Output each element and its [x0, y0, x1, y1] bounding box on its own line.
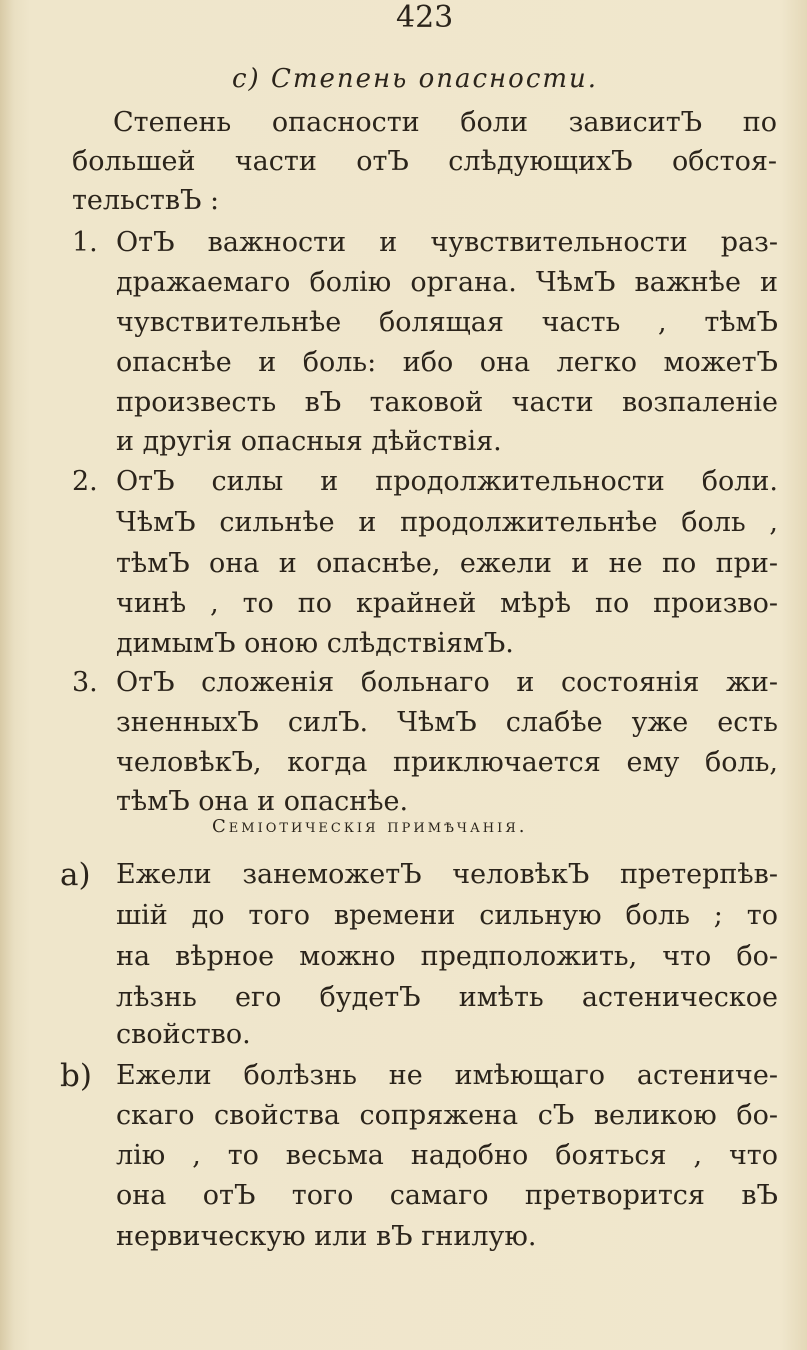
intro-line: большей части отЪ слѣдующихЪ обстоя- — [72, 146, 777, 177]
note-line: лѣзнь его будетЪ имѣть астеническое — [116, 982, 778, 1013]
item-line: ОтЪ важности и чувствительности раз- — [116, 227, 778, 258]
note-line: свойство. — [116, 1019, 251, 1050]
note-line: нервическую или вЪ гнилую. — [116, 1221, 537, 1252]
item-marker: 1. — [72, 227, 98, 258]
item-line: чувствительнѣе болящая часть , тѣмЪ — [116, 307, 778, 338]
note-line: шій до того времени сильную боль ; то — [116, 900, 778, 931]
note-line: Ежели болѣзнь не имѣющаго астениче- — [116, 1060, 778, 1091]
item-line: тѣмЪ она и опаснѣе, ежели и не по при- — [116, 548, 778, 579]
note-line: лію , то весьма надобно бояться , что — [116, 1140, 778, 1171]
item-line: произвесть вЪ таковой части возпаленіе — [116, 387, 778, 418]
note-line: Ежели занеможетЪ человѣкЪ претерпѣв- — [116, 859, 778, 890]
note-marker: a) — [60, 857, 91, 893]
item-line: димымЪ оною слѣдствіямЪ. — [116, 628, 514, 659]
item-line: зненныхЪ силЪ. ЧѣмЪ слабѣе уже есть — [116, 707, 778, 738]
item-marker: 3. — [72, 667, 98, 698]
item-line: и другія опасныя дѣйствія. — [116, 426, 502, 457]
item-line: ОтЪ силы и продолжительности боли. — [116, 466, 778, 497]
note-line: на вѣрное можно предположить, что бо- — [116, 941, 778, 972]
intro-line: Степень опасности боли зависитЪ по — [113, 107, 777, 138]
note-line: скаго свойства сопряжена сЪ великою бо- — [116, 1100, 778, 1131]
item-line: ОтЪ сложенія больнаго и состоянія жи- — [116, 667, 778, 698]
item-line: чинѣ , то по крайней мѣрѣ по произво- — [116, 588, 778, 619]
item-line: человѣкЪ, когда приключается ему боль, — [116, 747, 778, 778]
item-line: ЧѣмЪ сильнѣе и продолжительнѣе боль , — [116, 507, 778, 538]
item-line: дражаемаго болію органа. ЧѣмЪ важнѣе и — [116, 267, 778, 298]
item-line: тѣмЪ она и опаснѣе. — [116, 786, 409, 817]
item-line: опаснѣе и боль: ибо она легко можетЪ — [116, 347, 778, 378]
intro-line: тельствЪ : — [72, 185, 220, 216]
item-marker: 2. — [72, 466, 98, 497]
note-marker: b) — [60, 1058, 92, 1094]
section-title: c) Степень опасности. — [232, 64, 599, 94]
page-number: 423 — [396, 0, 454, 35]
note-line: она отЪ того самаго претворится вЪ — [116, 1180, 778, 1211]
notes-heading: Семіотическія примѣчанія. — [212, 816, 528, 837]
